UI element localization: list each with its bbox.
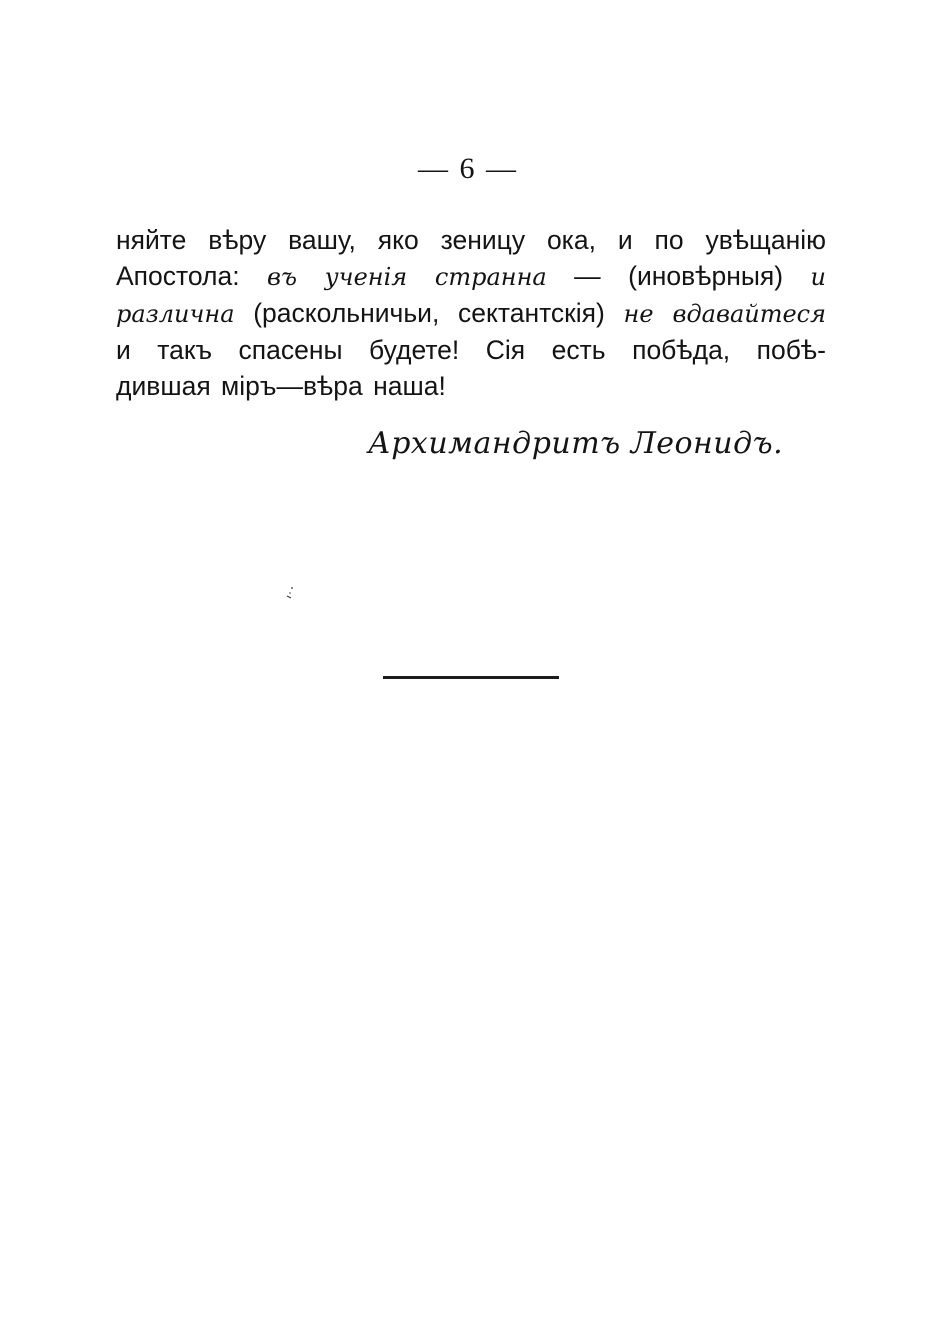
signature: Архимандритъ Леонидъ. <box>368 426 784 461</box>
text-apostola: Апостола: <box>116 261 240 291</box>
page-number: — 6 — <box>418 152 518 185</box>
text-line-2 <box>116 258 826 295</box>
text-line-4: и такъ спасены будете! Сія есть побѣда, побѣ- <box>116 335 826 365</box>
text-italic-uchenia: въ ученія странна <box>267 263 547 291</box>
text-italic-i: и <box>810 263 826 291</box>
text-italic-ne-vdavaitesya: не вдавайтеся <box>623 300 826 328</box>
text-line-1: няйте вѣру вашу, яко зеницу ока, и по увѣщанію <box>116 225 826 255</box>
ink-speck <box>286 586 296 600</box>
text-line-3 <box>116 295 826 332</box>
body-paragraph <box>116 222 826 404</box>
text-italic-razlichna: различна <box>116 300 235 328</box>
text-line-5: дившая міръ—вѣра наша! <box>116 371 446 401</box>
end-divider-rule <box>383 676 559 679</box>
text-inovernyya: — (иновѣрныя) <box>574 261 784 291</box>
text-raskolnichi: (раскольничьи, сектантскія) <box>253 298 605 328</box>
